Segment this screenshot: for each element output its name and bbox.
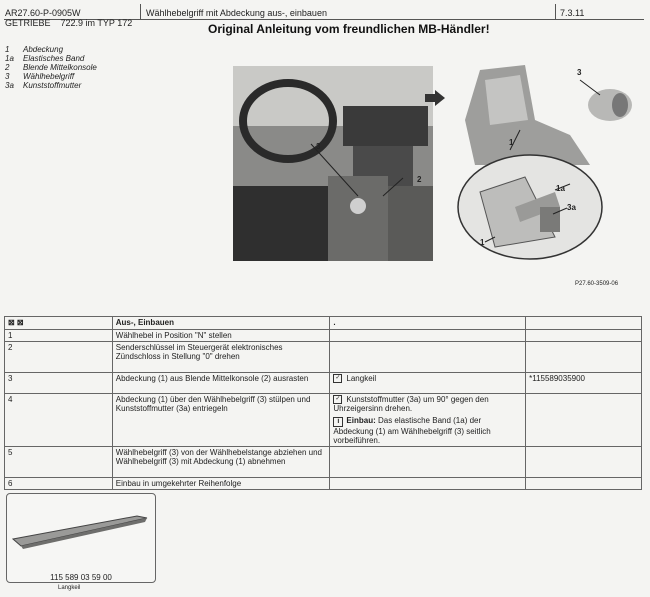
doc-code: AR27.60-P-0905W (5, 8, 81, 18)
table-row: 4 Abdeckung (1) über den Wählhebelgriff (3) stülpen und Kunststoffmutter (3a) entriegeln ✓ Kunststoffmutter (3a) um 90° gegen den Uhrzeigersinn drehen. i Einbau: Das elastische Band (1a) der Abdeckung (1) am Wählhebelgriff (3) seitlich vorbeiführen. (5, 394, 642, 447)
legend-item: 1 Abdeckung (5, 45, 64, 54)
procedure-table (4, 316, 642, 490)
part-number: *115589035900 (526, 373, 642, 394)
band-detail-circle (455, 152, 605, 262)
tool-caption: Langkeil (58, 585, 81, 591)
table-header-row (5, 317, 642, 330)
tool-number: 115 589 03 59 00 (50, 573, 112, 582)
header-icons: ⊠ ⊠ (5, 317, 113, 330)
header-dot: . (330, 317, 526, 330)
legend-item: 3 Wählhebelgriff (5, 72, 75, 81)
callout-3a: 3a (567, 203, 576, 212)
table-row: 1 Wählhebel in Position "N" stellen (5, 330, 642, 342)
doc-date: 7.3.11 (560, 8, 585, 18)
tool-name: Langkeil (346, 374, 377, 383)
callout-3-detail: 3 (577, 68, 582, 77)
legend-item: 2 Blende Mittelkonsole (5, 63, 97, 72)
callout-3: 3 (316, 142, 321, 151)
legend-item: 3a Kunststoffmutter (5, 81, 82, 90)
cockpit-photo (233, 66, 433, 261)
checkbox-icon: ✓ (335, 396, 341, 403)
note-install: Das elastische Band (1a) der Abdeckung (1) am Wählhebelgriff (3) seitlich vorbeiführen. (333, 416, 491, 446)
subtitle-value: 722.9 im TYP 172 (60, 18, 133, 28)
callout-2: 2 (417, 175, 422, 184)
subtitle (5, 18, 132, 28)
subtitle-label: GETRIEBE (5, 18, 51, 28)
dealer-note: Original Anleitung vom freundlichen MB-Händler! (208, 22, 490, 36)
tool-card (6, 493, 156, 583)
tool-checkbox-icon: ✓ (335, 375, 341, 382)
legend (5, 45, 97, 90)
header-title: Aus-, Einbauen (112, 317, 330, 330)
header-divider (140, 4, 141, 19)
callout-1-detail: 1 (509, 138, 514, 147)
table-row: 6 Einbau in umgekehrter Reihenfolge (5, 478, 642, 490)
callout-1a: 1a (556, 184, 565, 193)
callout-1: 1 (480, 238, 485, 247)
wedge-tool-image (7, 494, 153, 554)
note-turn-nut: Kunststoffmutter (3a) um 90° gegen den Uhrzeigersinn drehen. (333, 395, 489, 414)
header-divider (555, 4, 556, 19)
info-icon: i (333, 417, 343, 427)
note-label: Einbau: (346, 416, 376, 426)
table-row: 3 Abdeckung (1) aus Blende Mittelkonsole (2) ausrasten ✓ Langkeil *115589035900 (5, 373, 642, 394)
table-row: 2 Senderschlüssel im Steuergerät elektronisches Zündschloss in Stellung "0" drehen (5, 342, 642, 373)
table-row: 5 Wählhebelgriff (3) von der Wählhebelstange abziehen und Wählhebelgriff (3) mit Abdeckung (1) abnehmen (5, 447, 642, 478)
legend-item: 1a Elastisches Band (5, 54, 85, 63)
doc-title: Wählhebelgriff mit Abdeckung aus-, einbauen (146, 8, 327, 18)
figure-reference: P27.60-3509-06 (575, 281, 619, 287)
